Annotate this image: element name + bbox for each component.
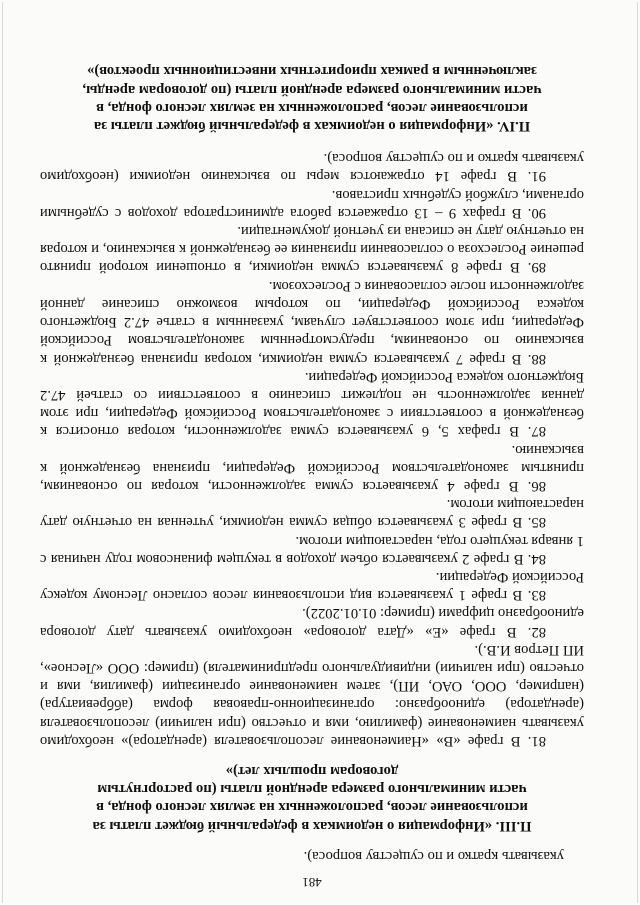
paragraph-90: 90. В графах 9 – 13 отражается работа администратора доходов с судебными органами, службой судебных приставов. (40, 186, 584, 221)
paragraph-82: 82. В графе «Е» «Дата договора» необходимо указывать дату договора единообразно цифрами (пример: 01.01.2022). (40, 605, 584, 640)
page-number: 481 (302, 875, 322, 890)
paragraph-86: 86. В графе 4 указывается сумма задолженности, которая по основаниям, принятым законодательством Российской Федерации, признана безнадежной к взысканию. (40, 441, 584, 494)
section-heading-iii: П.III. «Информация о недоимках в федеральный бюджет платы за использование лесов, расположенных на землях лесного фонда, в части минимального размера арендной платы (по расторгнутым договорам прошлых лет)» (92, 762, 532, 834)
paragraph-88: 88. В графе 7 указывается сумма недоимки, которая признана безнадежной к взысканию по основаниям, предусмотренным законодательством Российской Федерации, при этом соответствует случаям, указанным в статье 47.2 Бюджетного кодекса Российской Федерации, по которым возможно списание данной задолженности после согласования с Рослесхозом. (40, 277, 584, 367)
section-heading-iv: П.IV. «Информация о недоимках в федеральный бюджет платы за использование лесов, расположенных на землях лесного фонда, в части минимального размера арендной платы (по договорам аренды, заключенным в рамках приоритетных инвестиционных проектов)» (82, 63, 542, 135)
paragraph-85: 85. В графе 3 указывается общая сумма недоимки, учтенная на отчетную дату нарастающим итогом. (40, 496, 584, 531)
paragraph-91: 91. В графе 14 отражаются меры по взысканию недоимки (необходимо указывать кратко и по существу вопроса). (40, 150, 584, 185)
paragraph-81: 81. В графе «В» «Наименование лесопользователя (арендатора)» необходимо указывать наименование (фамилию, имя и отчество (при наличии) лесопользователя (арендатора) единообразно: организационно-правовая форма (аббревиатура) (например, ООО, ОАО, ИП), затем наименование организации (фамилия, имя и отчество (при наличии) индивидуального предпринимателя) (пример: ООО «Лесное», ИП Петров И.В.). (40, 641, 584, 749)
continuation-text: указывать кратко и по существу вопроса). (303, 847, 564, 864)
paragraph-89: 89. В графе 8 указывается сумма недоимки, в отношении которой принято решение Рослесхоза о согласовании признания ее безнадежной к взысканию, и которая на отчетную дату не списана из учетной документации. (40, 223, 584, 276)
paragraph-83: 83. В графе 1 указывается вид использования лесов согласно Лесному кодексу Российской Федерации. (40, 568, 584, 604)
page-content (40, 50, 584, 891)
paragraph-84: 84. В графе 2 указывается объем доходов в текущем финансовом году начиная с 1 января текущего года, нарастающим итогом. (40, 532, 584, 567)
paragraph-87: 87. В графах 5, 6 указывается сумма задолженности, которая относится к безнадежной в соответствии с законодательством Российской Федерации, при этом данная задолженность не подлежит списанию в соответствии со статьей 47.2 Бюджетного кодекса Российской Федерации. (40, 368, 584, 440)
